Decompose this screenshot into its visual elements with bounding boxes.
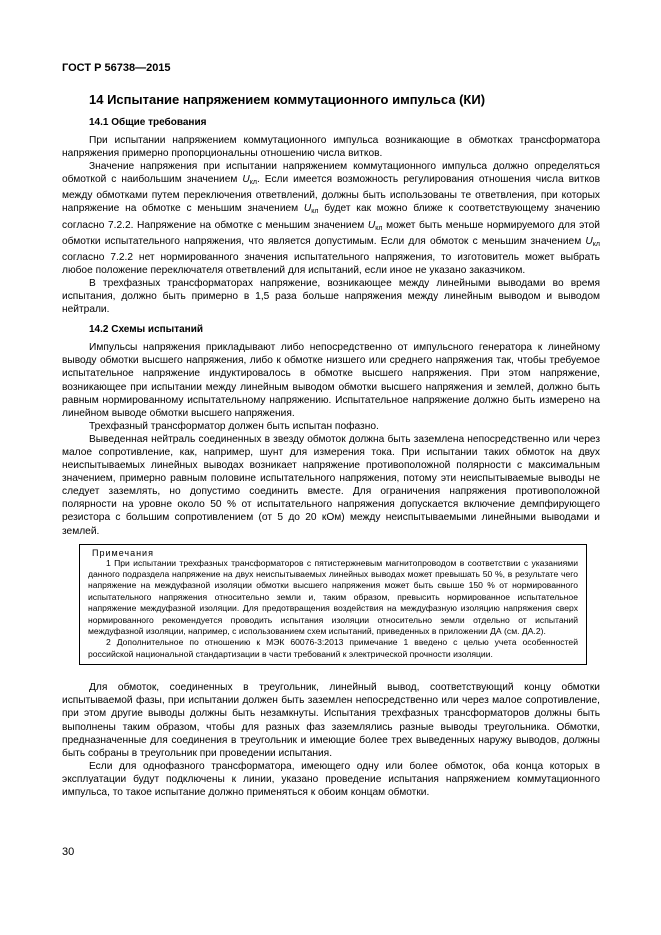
notes-title: Примечания	[92, 547, 154, 558]
paragraph: В трехфазных трансформаторах напряжение, возникающее между линейными выводами во время испытания, должно быть примерно в 1,5 раза больше напряжения между линейным выводом и выводом нейтрали.	[62, 277, 600, 316]
notes-box	[79, 544, 587, 666]
page-number: 30	[62, 846, 75, 858]
section-title: 14 Испытание напряжением коммутационного импульса (КИ)	[89, 92, 486, 107]
note-item: 2 Дополнительное по отношению к МЭК 60076-3:2013 примечание 1 введено с целью учета особенностей российской национальной стандартизации в части требований к электрической прочности изоляции.	[88, 637, 578, 659]
subsection-title-14-1: 14.1 Общие требования	[89, 117, 207, 128]
paragraph: Импульсы напряжения прикладывают либо непосредственно от импульсного генератора к линейному выводу обмотки высшего напряжения, либо к обмотке низшего или среднего напряжения так, чтобы требуемое испытательное напряжение индуктировалось в обмотке высшего напряжения. При этом напряжение, возникающее при испытании между линейным выводом обмотки высшего напряжения и землей, должно быть равным нормированному испытательному напряжению. Испытательное напряжение должно быть измерено на линейном выводе обмотки высшего напряжения.	[62, 342, 600, 419]
document-body	[62, 92, 600, 799]
subsection-title-14-2: 14.2 Схемы испытаний	[89, 324, 204, 336]
paragraph-ukl: Значение напряжения при испытании напряжением коммутационного импульса должно определяться обмоткой с наибольшим значением $U_{кл}$. Если имеется возможность регулирования отношения числа витков между обмотками путем переключения ответвлений, должны быть использованы те ответвления, при которых напряжение на обмотке с меньшим значением $U_{кл}$ будет как можно ближе к соответствующему значению согласно 7.2.2. Напряжение на обмотке с меньшим значением $U_{кл}$ может быть меньше нормируемого для этой обмотки испытательного напряжения, что является допустимым. Если для обмоток с меньшим значением $U_{кл}$ согласно 7.2.2 нет нормированного значения испытательного напряжения, то изготовитель может выбрать любое положение переключателя ответвлений для испытаний, если иное не указано заказчиком.	[62, 161, 601, 276]
paragraph: Для обмоток, соединенных в треугольник, линейный вывод, соответствующий концу обмотки испытываемой фазы, при испытании должен быть заземлен непосредственно или через малое сопротивление, при этом другие выводы должны быть незамкнуты. Испытания трехфазных трансформаторов должны быть выполнены таким образом, чтобы для разных фаз заземлялись разные выводы треугольника. Обмотки, предназначенные для соединения в треугольник и имеющие более трех выведенных наружу выводов, должны быть собраны в треугольник при проведении испытания.	[62, 682, 600, 759]
paragraph: При испытании напряжением коммутационного импульса возникающие в обмотках трансформатора напряжения примерно пропорциональны отношению числа витков.	[62, 135, 600, 160]
note-item: 1 При испытании трехфазных трансформаторов с пятистержневым магнитопроводом в соответствии с указаниями данного подраздела напряжение на двух неиспытываемых линейных выводах может превышать 50 %, в результате чего напряжение на междуфазной изоляции обмотки высшего напряжения может быть свыше 150 % от нормированного испытательного напряжения относительно земли и, таким образом, превысить нормированное испытательное напряжение междуфазной изоляции. Для предотвращения воздействия на междуфазную изоляцию напряжения сверх нормированного рекомендуется проводить испытания изоляции относительно земли отдельно от испытаний междуфазной изоляции, например, с использованием схем испытаний, приведенных в приложении ДА (см. ДА.2).	[88, 557, 578, 637]
document-header: ГОСТ Р 56738—2015	[62, 62, 171, 74]
paragraph: Трехфазный трансформатор должен быть испытан пофазно.	[89, 420, 379, 432]
paragraph: Если для однофазного трансформатора, имеющего одну или более обмоток, оба конца которых в эксплуатации будут подключены к линии, указано проведение испытания напряжением коммутационного импульса, то такое испытание должно применяться к обоим концам обмотки.	[62, 760, 600, 799]
paragraph: Выведенная нейтраль соединенных в звезду обмоток должна быть заземлена непосредственно или через малое сопротивление, как, например, шунт для измерения тока. При испытании таких обмоток на двух неиспытываемых линейных выводах возникает напряжение противоположной полярности с максимальным значением, примерно равным половине испытательного напряжения, потому эти неиспытываемые выводы не следует заземлять, но допустимо соединить вместе. Для ограничения напряжения противоположной полярности на уровне около 50 % от испытательного напряжения допускается включение демпфирующего резистора с большим сопротивлением (от 5 до 20 кОм) между неиспытываемыми линейными выводами и землей.	[62, 433, 600, 537]
